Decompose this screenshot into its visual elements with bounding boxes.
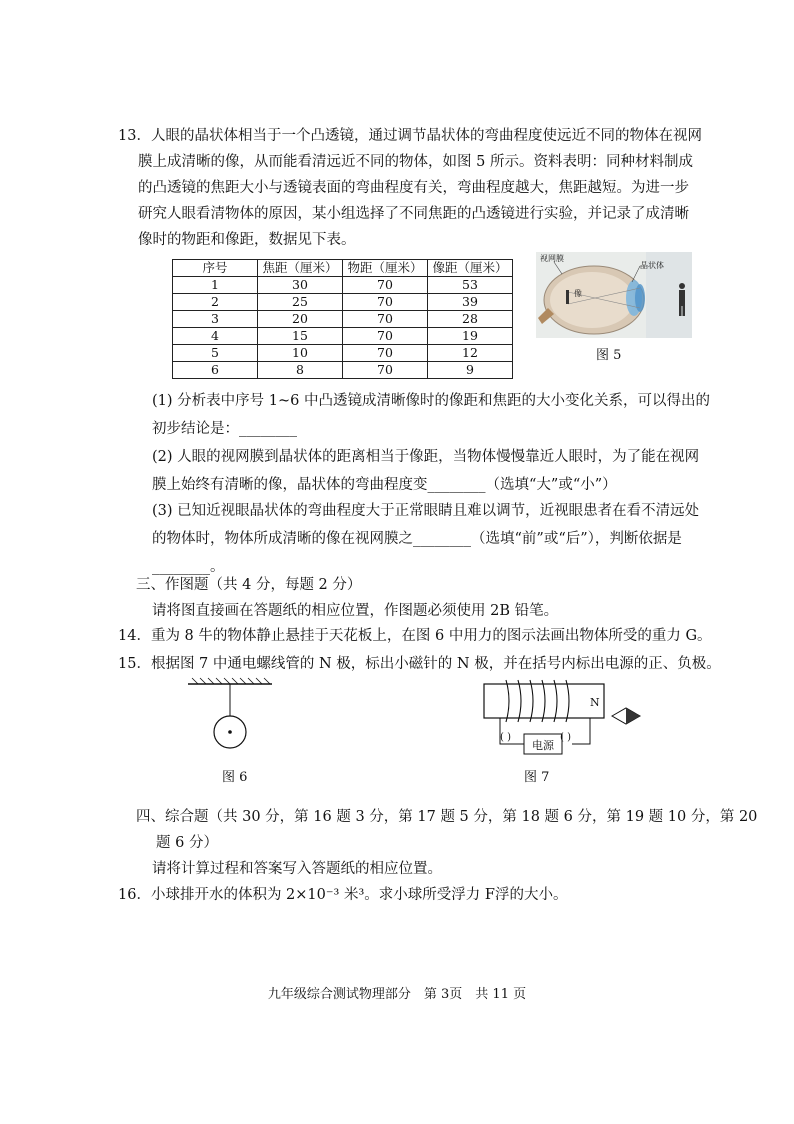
fig6-caption: 图 6 bbox=[222, 770, 248, 785]
fig5-label-retina: 视网膜 bbox=[540, 254, 564, 263]
table-cell: 3 bbox=[173, 311, 258, 328]
q13-sub2-line-2: 膜上始终有清晰的像，晶状体的弯曲程度变________（选填“大”或“小”） bbox=[152, 477, 617, 493]
q13-sub3-line-2: 的物体时，物体所成清晰的像在视网膜之________（选填“前”或“后”），判断依据是 bbox=[152, 531, 682, 547]
fig7-paren-left: ( ) bbox=[500, 732, 511, 743]
q13-sub-2 bbox=[152, 443, 712, 499]
section4-title-line-1: 四、综合题（共 30 分，第 16 题 3 分，第 17 题 5 分，第 18 题 6 分，第 19 题 10 分，第 20 bbox=[136, 809, 758, 825]
fig5-label-lens: 晶状体 bbox=[640, 261, 664, 270]
table-cell: 6 bbox=[173, 362, 258, 379]
table-cell: 70 bbox=[343, 345, 428, 362]
table-cell: 70 bbox=[343, 277, 428, 294]
table-cell: 70 bbox=[343, 328, 428, 345]
section4-note: 请将计算过程和答案写入答题纸的相应位置。 bbox=[152, 861, 442, 877]
q13-sub-1 bbox=[152, 387, 712, 443]
fig5-caption: 图 5 bbox=[596, 348, 622, 363]
section-3 bbox=[136, 572, 716, 624]
page-footer: 九年级综合测试物理部分 第 3页 共 11 页 bbox=[267, 987, 527, 1002]
table-header-row bbox=[173, 260, 513, 277]
q13-sub2-line-1: (2) 人眼的视网膜到晶状体的距离相当于像距，当物体慢慢靠近人眼时，为了能在视网 bbox=[152, 449, 700, 465]
fig7-paren-right: ( ) bbox=[560, 732, 571, 743]
table-cell: 2 bbox=[173, 294, 258, 311]
q13-line-2: 膜上成清晰的像，从而能看清远近不同的物体，如图 5 所示。资料表明：同种材料制成 bbox=[138, 154, 693, 170]
fig7-n-label: N bbox=[590, 696, 600, 709]
table-cell: 5 bbox=[173, 345, 258, 362]
table-cell: 25 bbox=[258, 294, 343, 311]
focal-length-table bbox=[172, 259, 513, 379]
table-header: 像距（厘米） bbox=[428, 260, 513, 277]
fig7-source-label: 电源 bbox=[532, 739, 554, 752]
table-cell: 10 bbox=[258, 345, 343, 362]
table-cell: 39 bbox=[428, 294, 513, 311]
table-row bbox=[173, 294, 513, 311]
table-row bbox=[173, 328, 513, 345]
table-cell: 9 bbox=[428, 362, 513, 379]
table-cell: 70 bbox=[343, 294, 428, 311]
question-13 bbox=[118, 123, 703, 253]
section3-note: 请将图直接画在答题纸的相应位置，作图题必须使用 2B 铅笔。 bbox=[152, 603, 559, 619]
table-row bbox=[173, 277, 513, 294]
fig7-caption: 图 7 bbox=[524, 770, 550, 785]
section4-title-line-2: 题 6 分） bbox=[156, 835, 218, 851]
eye-diagram-figure bbox=[536, 252, 692, 338]
q13-sub3-line-3: ________。 bbox=[152, 559, 225, 575]
table-row bbox=[173, 345, 513, 362]
q13-line-4: 研究人眼看清物体的原因，某小组选择了不同焦距的凸透镜进行实验，并记录了成清晰 bbox=[138, 206, 689, 222]
table-cell: 12 bbox=[428, 345, 513, 362]
table-header: 物距（厘米） bbox=[343, 260, 428, 277]
question-16 bbox=[118, 882, 708, 908]
table-cell: 19 bbox=[428, 328, 513, 345]
table-cell: 30 bbox=[258, 277, 343, 294]
question-14: 14．重为 8 牛的物体静止悬挂于天花板上，在图 6 中用力的图示法画出物体所受的重力 G。 bbox=[118, 628, 712, 644]
table-cell: 53 bbox=[428, 277, 513, 294]
q13-sub3-line-1: (3) 已知近视眼晶状体的弯曲程度大于正常眼睛且难以调节，近视眼患者在看不清远处 bbox=[152, 503, 700, 519]
questions-14-15 bbox=[118, 622, 721, 678]
q13-sub-3 bbox=[152, 497, 712, 581]
section-4 bbox=[136, 804, 758, 882]
solenoid-figure bbox=[476, 676, 646, 766]
table-cell: 8 bbox=[258, 362, 343, 379]
q13-sub1-line-1: (1) 分析表中序号 1~6 中凸透镜成清晰像时的像距和焦距的大小变化关系，可以得出的 bbox=[152, 393, 710, 409]
q13-line-5: 像时的物距和像距，数据见下表。 bbox=[138, 232, 356, 248]
table-row bbox=[173, 311, 513, 328]
section3-title: 三、作图题（共 4 分，每题 2 分） bbox=[136, 577, 362, 593]
hanging-ball-figure bbox=[180, 676, 280, 756]
q13-line-3: 的凸透镜的焦距大小与透镜表面的弯曲程度有关，弯曲程度越大，焦距越短。为进一步 bbox=[138, 180, 689, 196]
table-cell: 1 bbox=[173, 277, 258, 294]
question-15: 15．根据图 7 中通电螺线管的 N 极，标出小磁针的 N 极，并在括号内标出电源的正、负极。 bbox=[118, 656, 721, 672]
table-cell: 20 bbox=[258, 311, 343, 328]
table-cell: 70 bbox=[343, 311, 428, 328]
question-16-text: 16．小球排开水的体积为 2×10⁻³ 米³。求小球所受浮力 F浮的大小。 bbox=[118, 887, 568, 903]
table-row bbox=[173, 362, 513, 379]
table-cell: 15 bbox=[258, 328, 343, 345]
table-header: 焦距（厘米） bbox=[258, 260, 343, 277]
table-header: 序号 bbox=[173, 260, 258, 277]
table-cell: 28 bbox=[428, 311, 513, 328]
q13-sub1-line-2: 初步结论是：________ bbox=[152, 421, 297, 437]
table-cell: 70 bbox=[343, 362, 428, 379]
table-cell: 4 bbox=[173, 328, 258, 345]
fig5-label-image: 像 bbox=[574, 289, 582, 298]
q13-line-1: 13．人眼的晶状体相当于一个凸透镜，通过调节晶状体的弯曲程度使远近不同的物体在视网 bbox=[118, 128, 702, 144]
